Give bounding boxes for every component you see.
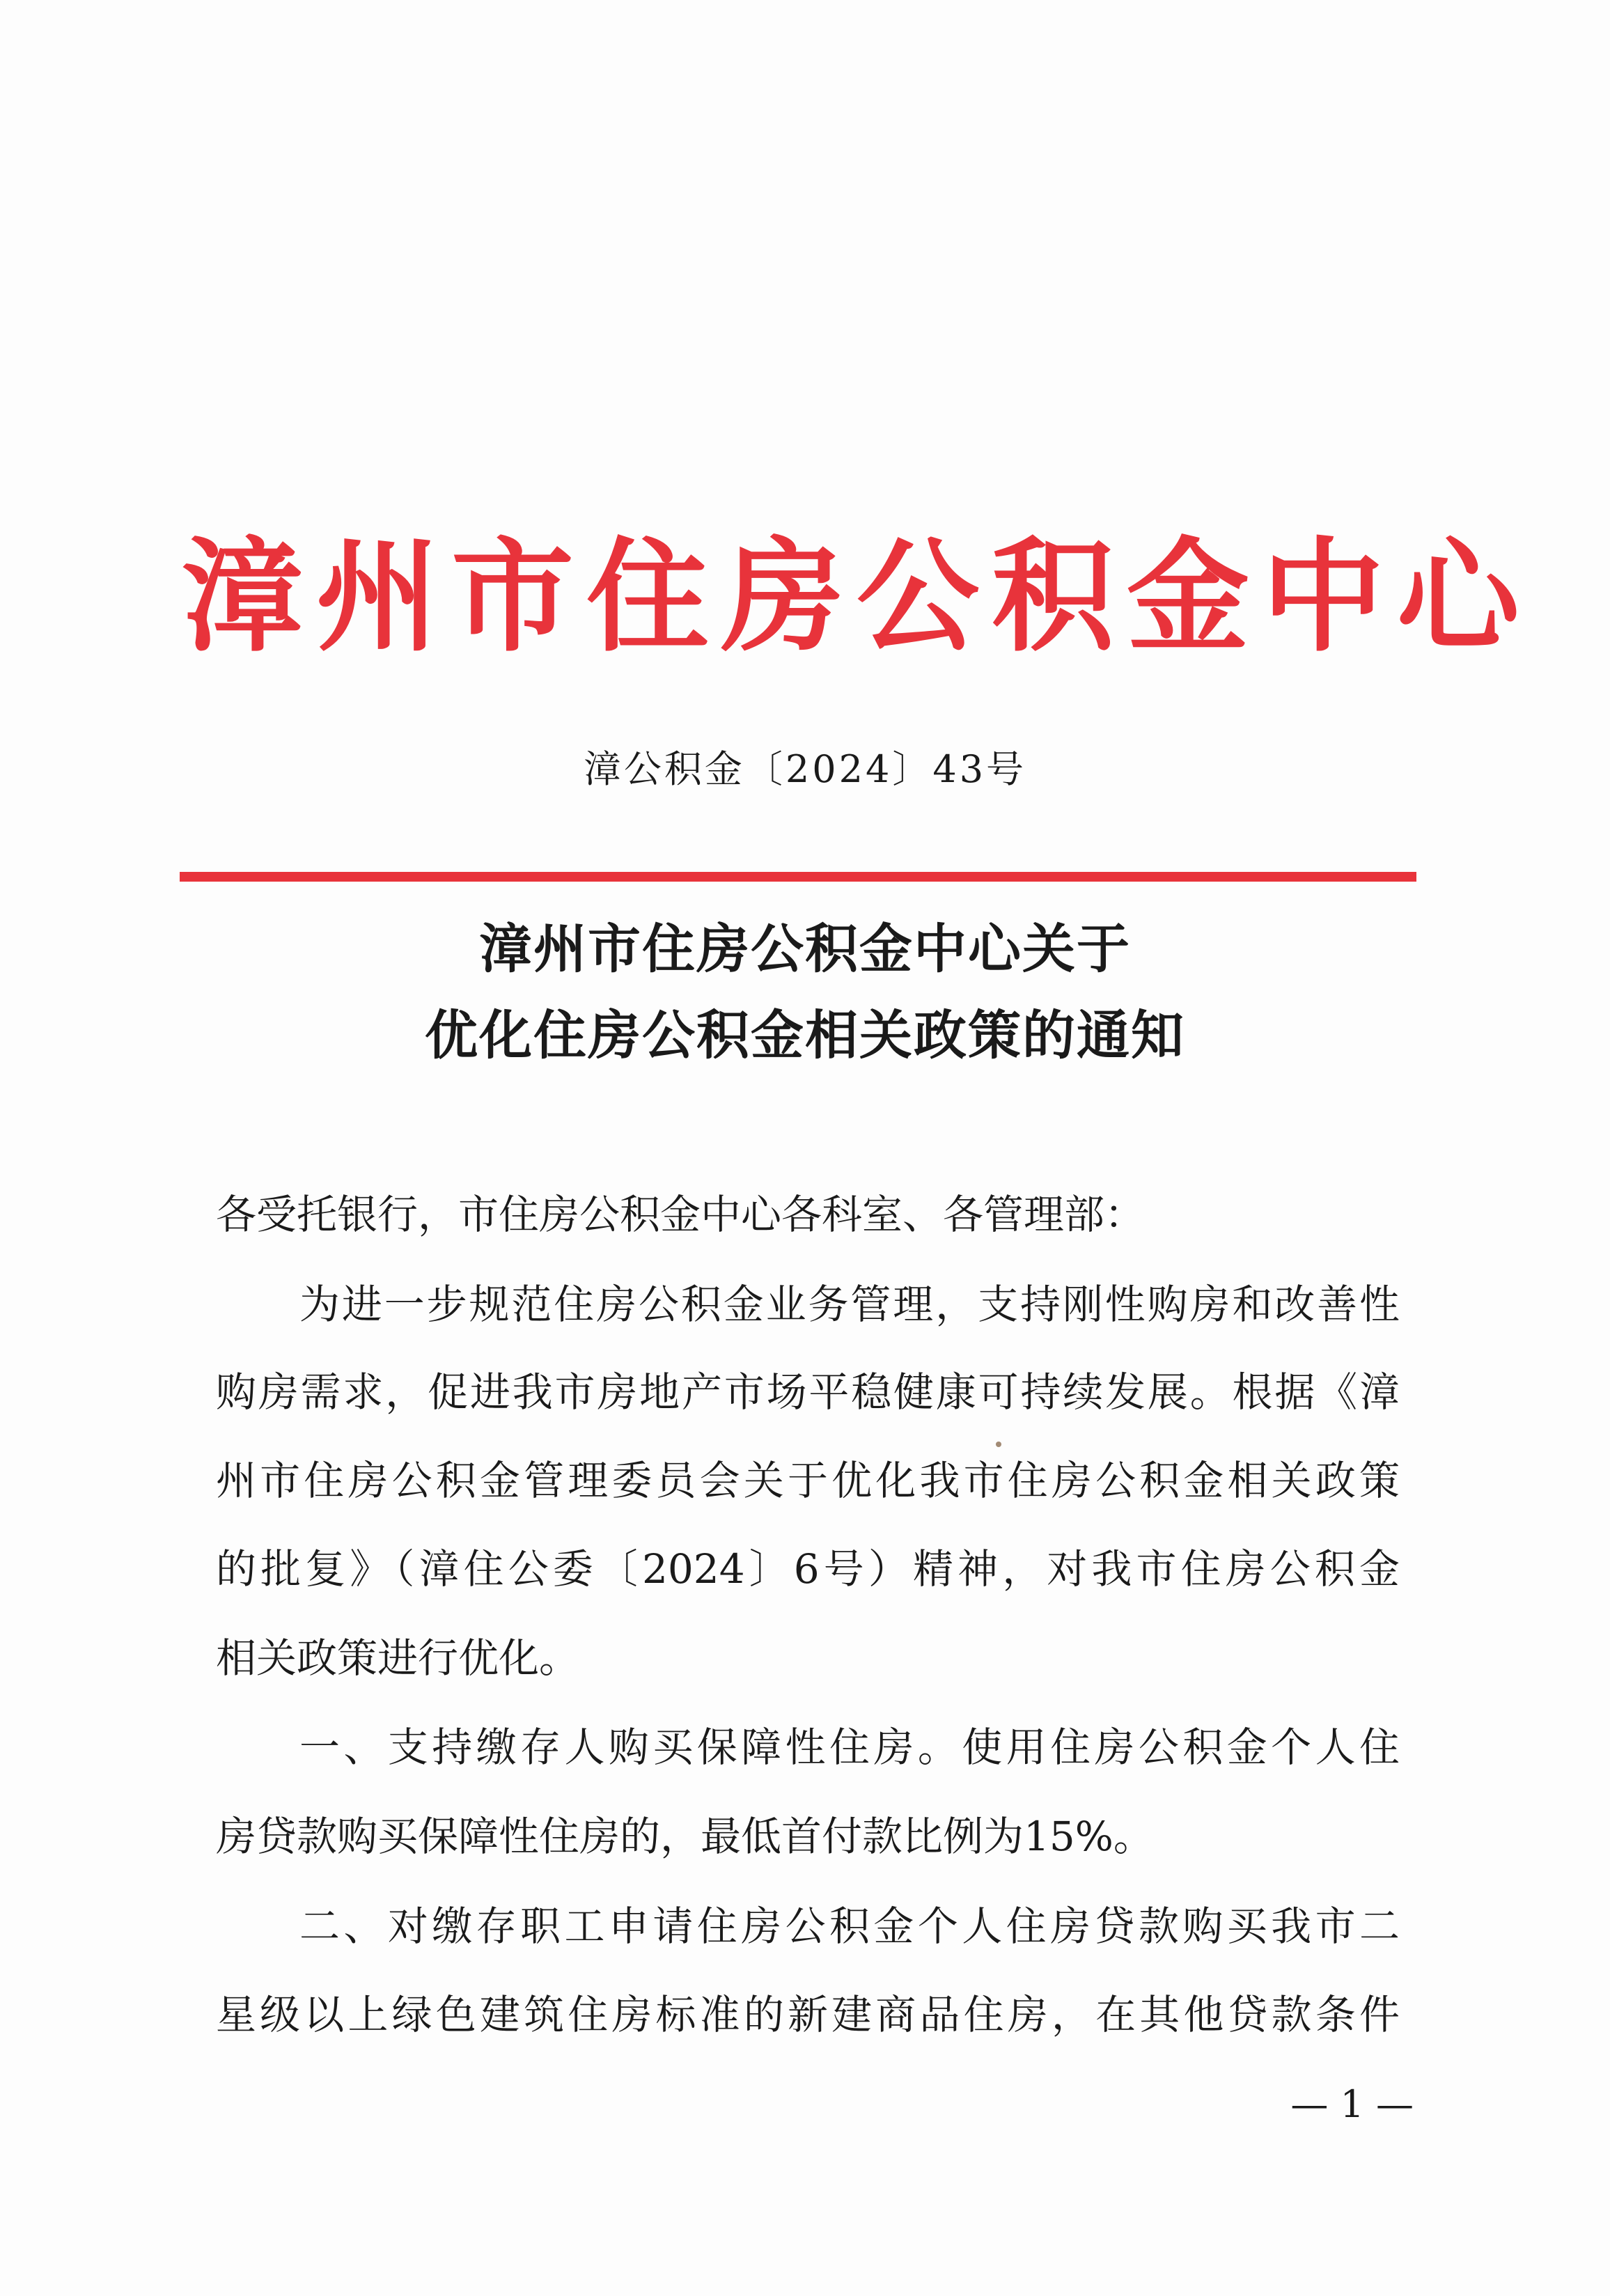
document-number: 漳公积金〔2024〕43号 (583, 747, 1027, 791)
item-one-line: 房贷款购买保障性住房的，最低首付款比例为15%。 (216, 1813, 1154, 1860)
item-two-line: 二、对缴存职工申请住房公积金个人住房贷款购买我市二 (299, 1903, 1400, 1950)
paragraph-line: 相关政策进行优化。 (216, 1634, 580, 1682)
red-divider-rule (180, 872, 1416, 882)
paragraph-line: 为进一步规范住房公积金业务管理，支持刚性购房和改善性 (299, 1281, 1400, 1328)
paragraph-line: 购房需求，促进我市房地产市场平稳健康可持续发展。根据《漳 (216, 1368, 1400, 1416)
notice-title-line-1: 漳州市住房公积金中心关于 (479, 918, 1131, 980)
item-two-line: 星级以上绿色建筑住房标准的新建商品住房，在其他贷款条件 (216, 1991, 1400, 2038)
scan-speck (996, 1442, 1001, 1447)
paragraph-line: 州市住房公积金管理委员会关于优化我市住房公积金相关政策 (216, 1457, 1400, 1504)
notice-title-line-2: 优化住房公积金相关政策的通知 (425, 1004, 1185, 1066)
addressee-line: 各受托银行，市住房公积金中心各科室、各管理部： (216, 1191, 1146, 1238)
item-one-line: 一、支持缴存人购买保障性住房。使用住房公积金个人住 (299, 1724, 1400, 1771)
paragraph-line: 的批复》（漳住公委〔2024〕6号）精神，对我市住房公积金 (216, 1545, 1400, 1593)
organization-masthead: 漳州市住房公积金中心 (181, 526, 1533, 669)
page-number: — 1 — (1290, 2082, 1414, 2126)
